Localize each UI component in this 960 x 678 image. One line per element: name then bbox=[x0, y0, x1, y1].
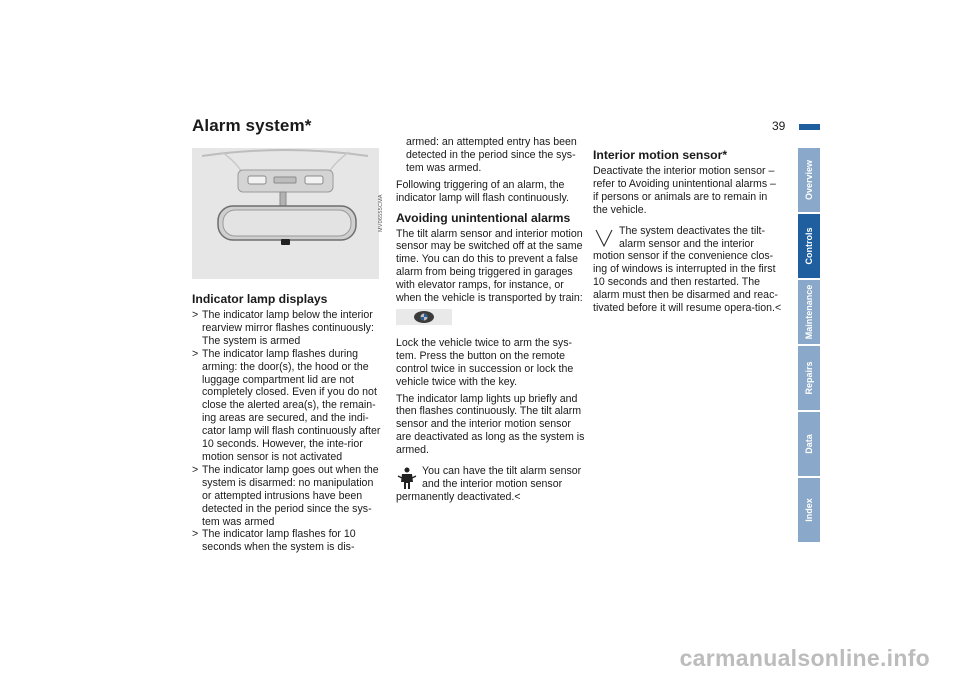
paragraph: The tilt alarm sensor and interior motion sensor may be switched off at the same time. You can do this to prevent a false alarm from being triggered in garages with elevator ramps, for instance, or when the vehicle is transported by train: bbox=[396, 227, 583, 305]
heading-interior-motion-sensor: Interior motion sensor* bbox=[593, 148, 728, 162]
notice-note: The system deactivates the tilt-alarm sensor and the interior motion sensor if the convenience clos-ing of windows is interrupted in the first 10 seconds and then restarted. The alarm must then be disarmed and reac-tivated before it will resume opera-tion.< bbox=[593, 224, 782, 315]
column-left bbox=[192, 292, 381, 554]
notice-arrow-icon bbox=[593, 226, 615, 250]
workshop-note: You can have the tilt alarm sensor and the interior motion sensor permanently deactivated.< bbox=[396, 465, 582, 503]
indicator-lamp-list bbox=[192, 309, 381, 554]
end-mark: < bbox=[774, 302, 782, 315]
tab-maintenance[interactable]: Maintenance bbox=[798, 280, 820, 344]
end-mark: < bbox=[514, 490, 521, 503]
paragraph: Deactivate the interior motion sensor – refer to Avoiding unintentional alarms – if persons or animals are to remain in the vehicle. bbox=[593, 165, 776, 216]
watermark: carmanualsonline.info bbox=[679, 645, 930, 671]
list-item: > The indicator lamp below the interior rearview mirror flashes continuously: The system is armed bbox=[192, 309, 374, 347]
bullet-marker: > bbox=[192, 463, 199, 476]
list-item: > The indicator lamp goes out when the system is disarmed: no manipulation or attempted intrusions have been detected in the period since the sys-tem was armed bbox=[192, 463, 379, 528]
page-title: Alarm system* bbox=[192, 116, 312, 135]
tab-index[interactable]: Index bbox=[798, 478, 820, 542]
tab-overview[interactable]: Overview bbox=[798, 148, 820, 212]
rearview-mirror-illustration bbox=[192, 148, 379, 279]
tab-data[interactable]: Data bbox=[798, 412, 820, 476]
workshop-mechanic-icon bbox=[396, 466, 418, 490]
bullet-marker: > bbox=[192, 347, 199, 360]
tab-controls[interactable]: Controls bbox=[798, 214, 820, 278]
heading-avoiding-unintentional-alarms: Avoiding unintentional alarms bbox=[396, 210, 571, 225]
tab-repairs[interactable]: Repairs bbox=[798, 346, 820, 410]
page-number: 39 bbox=[772, 119, 786, 133]
paragraph: The indicator lamp lights up briefly and then flashes continuously. The tilt alarm sensor and the interior motion sensor are deactivated as long as the system is armed. bbox=[396, 392, 585, 457]
column-middle bbox=[396, 136, 585, 508]
section-tabs bbox=[798, 148, 820, 544]
paragraph: Following triggering of an alarm, the indicator lamp will flash continuously. bbox=[396, 178, 569, 204]
bullet-marker: > bbox=[192, 309, 199, 321]
rearview-mirror-drawing bbox=[192, 148, 379, 279]
continued-text: armed: an attempted entry has been detected in the period since the sys-tem was armed. bbox=[406, 136, 577, 174]
page-marker bbox=[799, 124, 820, 130]
heading-indicator-lamp-displays: Indicator lamp displays bbox=[192, 292, 328, 306]
paragraph: Lock the vehicle twice to arm the sys-tem. Press the button on the remote control twice in succession or lock the vehicle twice with the key. bbox=[396, 336, 574, 388]
remote-key-icon bbox=[396, 309, 452, 325]
column-right bbox=[593, 148, 782, 319]
list-item: > The indicator lamp flashes for 10 seconds when the system is dis- bbox=[192, 528, 356, 554]
bullet-marker: > bbox=[192, 528, 199, 541]
list-item: > The indicator lamp flashes during arming: the door(s), the hood or the luggage compartment lid are not completely closed. Even if you do not close the alerted area(s), the remain-ing areas are secured, and the indi-cator lamp will flash continuously after 10 seconds. However, the inte-rior motion sensor is not activated bbox=[192, 347, 381, 463]
figure-code: MV06555CMA bbox=[378, 194, 384, 232]
